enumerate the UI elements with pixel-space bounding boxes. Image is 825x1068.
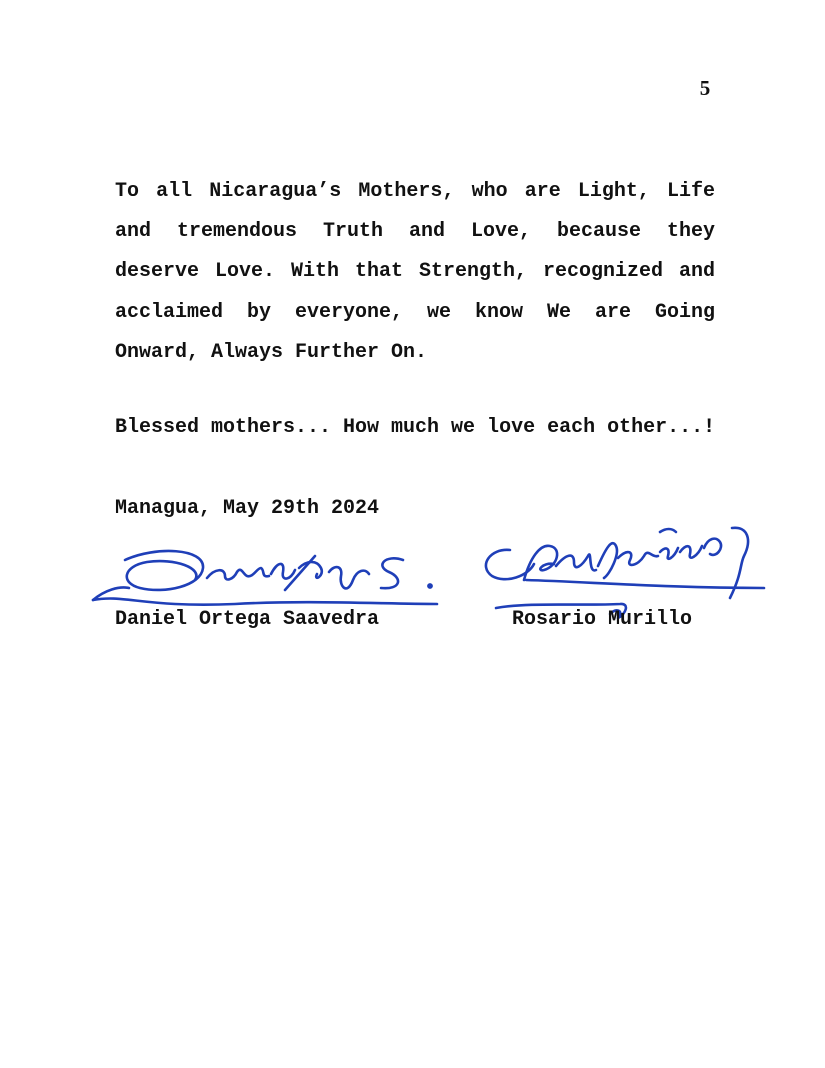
signer-name-left: Daniel Ortega Saavedra <box>115 608 380 631</box>
signature-daniel-ortega <box>85 538 445 613</box>
letter-body: To all Nicaragua’s Mothers, who are Light, Life and tremendous Truth and Love, because they deserve Love. With that Strength, recognized and acclaimed by everyone, we know We are Going Onward, Always Further On. <box>115 180 715 364</box>
signer-name-right: Rosario Murillo <box>512 608 693 631</box>
page-number: 5 <box>699 76 711 100</box>
blessing-line: Blessed mothers... How much we love each other...! <box>115 416 716 439</box>
place-and-date: Managua, May 29th 2024 <box>115 497 380 520</box>
